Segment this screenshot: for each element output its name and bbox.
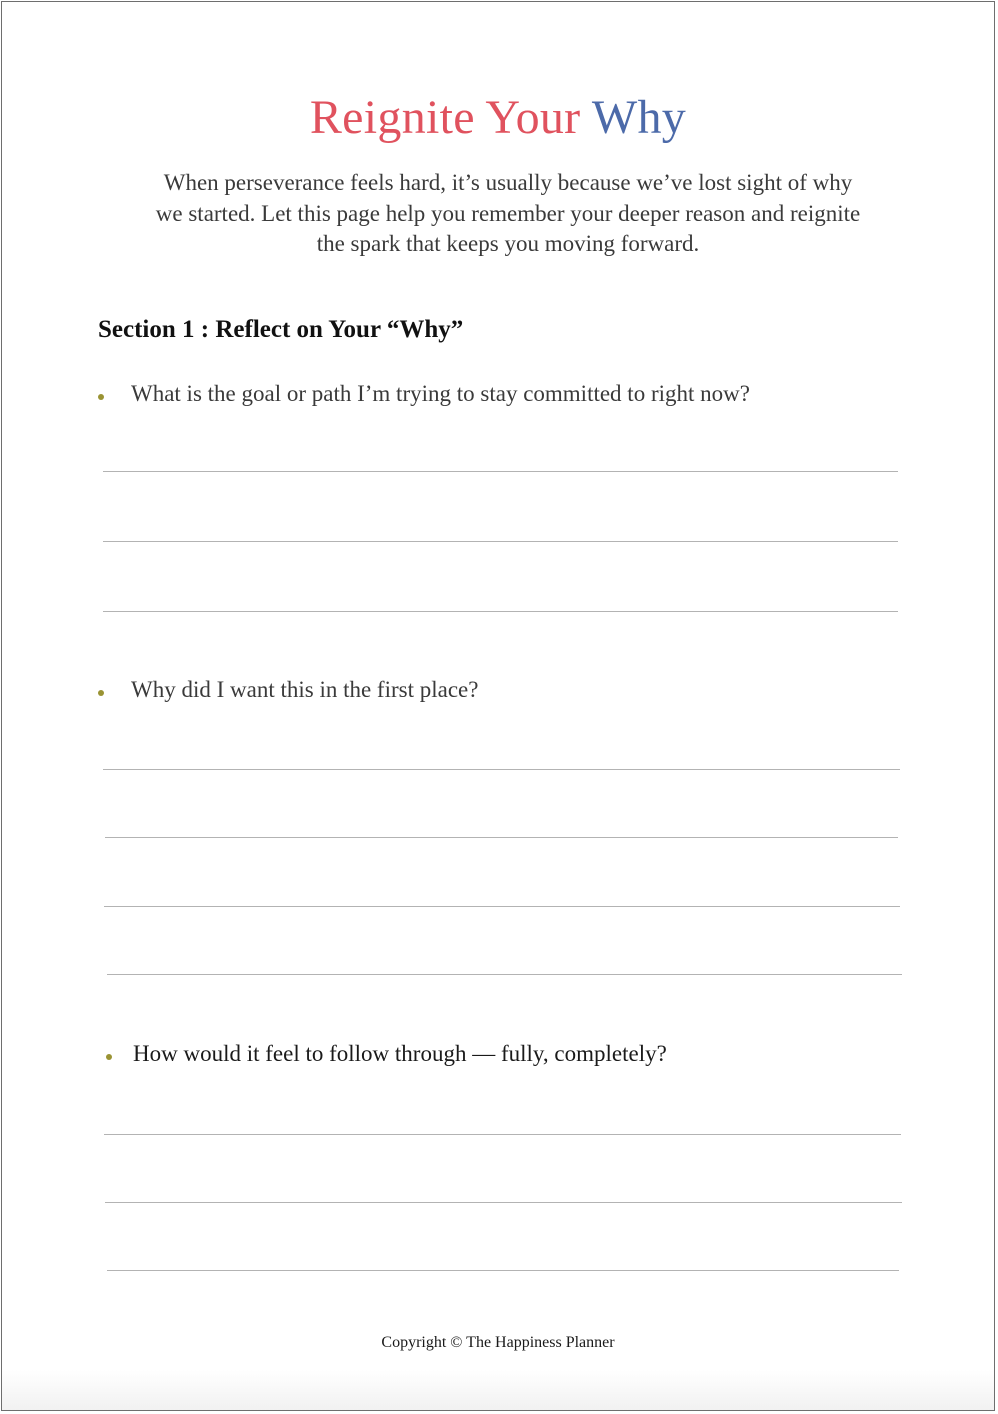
question-2: Why did I want this in the first place? (131, 677, 479, 702)
bullet-icon (106, 1054, 112, 1060)
answer-line-3a[interactable] (104, 1134, 901, 1135)
bullet-icon (98, 690, 104, 696)
question-1: What is the goal or path I’m trying to stay committed to right now? (131, 381, 750, 406)
page-bottom-shade (2, 1370, 994, 1410)
worksheet-page (1, 1, 995, 1411)
answer-line-3c[interactable] (107, 1270, 899, 1271)
intro-text: When perseverance feels hard, it’s usually because we’ve lost sight of why we started. Let this page help you remember your deeper reason and reignite the spark that keeps you moving forward. (155, 170, 861, 256)
answer-line-2a[interactable] (103, 769, 900, 770)
answer-line-3b[interactable] (105, 1202, 902, 1203)
title-part-red: Reignite Your (309, 91, 581, 144)
copyright-footer: Copyright © The Happiness Planner (381, 1334, 615, 1351)
answer-line-2b[interactable] (105, 837, 898, 838)
answer-line-1a[interactable] (103, 471, 898, 472)
answer-line-1b[interactable] (103, 541, 898, 542)
question-3: How would it feel to follow through — fully, completely? (133, 1041, 667, 1066)
answer-line-2d[interactable] (107, 974, 902, 975)
section-heading: Section 1 : Reflect on Your “Why” (98, 316, 464, 343)
page-title (2, 90, 994, 146)
title-part-blue: Why (591, 91, 687, 144)
bullet-icon (98, 394, 104, 400)
answer-line-2c[interactable] (104, 906, 900, 907)
answer-line-1c[interactable] (103, 611, 898, 612)
